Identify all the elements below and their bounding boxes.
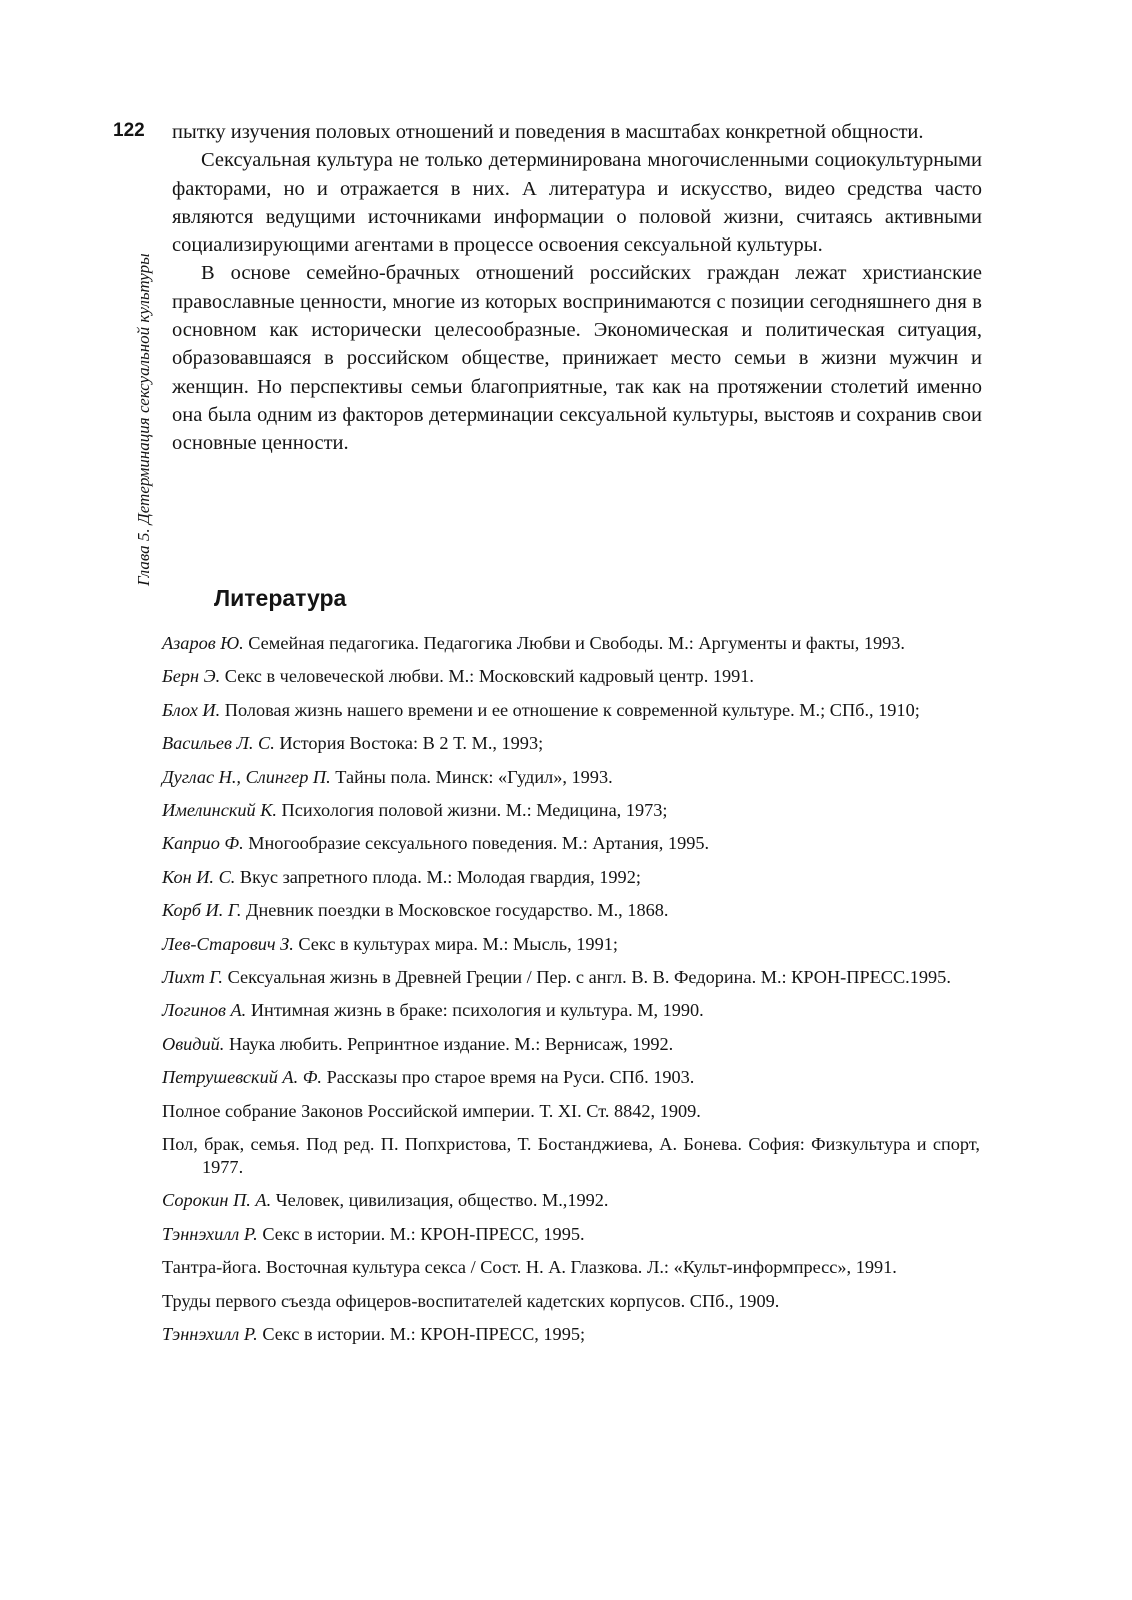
bibliography-item — [162, 933, 980, 956]
paragraph: В основе семейно-брачных отношений российских граждан лежат христианские православные ценности, многие из которых воспринимаются с позиции сегодняшнего дня в основном как исторически целесообразные. Экономическая и политическая ситуация, образовавшаяся в российском обществе, принижает место семьи в жизни мужчин и женщин. Но перспективы семьи благоприятные, так как на протяжении столетий именно она была одним из факторов детерминации сексуальной культуры, выстояв и сохранив свои основные ценности. — [172, 262, 982, 455]
bibliography-text: Секс в человеческой любви. М.: Московский кадровый центр. 1991. — [224, 666, 754, 687]
bibliography-text: Секс в истории. М.: КРОН-ПРЕСС, 1995; — [262, 1324, 586, 1345]
bibliography-item — [162, 832, 980, 855]
bibliography-item — [162, 1100, 980, 1123]
bibliography-text: Рассказы про старое время на Руси. СПб. 1903. — [326, 1067, 695, 1088]
bibliography-author: Берн Э. — [162, 666, 221, 687]
bibliography-author: Тэннэхилл Р. — [162, 1324, 258, 1345]
bibliography-text: Тайны пола. Минск: «Гудил», 1993. — [335, 766, 613, 787]
bibliography-item — [162, 766, 980, 789]
bibliography-text: Секс в истории. М.: КРОН-ПРЕСС, 1995. — [262, 1223, 585, 1244]
page-number: 122 — [113, 120, 145, 141]
bibliography-author: Васильев Л. С. — [162, 733, 275, 754]
bibliography-author: Блох И. — [162, 699, 221, 720]
bibliography-text: Тантра-йога. Восточная культура секса / Сост. Н. А. Глазкова. Л.: «Культ-информпресс», 1991. — [162, 1257, 897, 1278]
body-text — [172, 118, 982, 458]
running-head-text: Глава 5. Детерминация сексуальной культуры — [134, 253, 153, 586]
bibliography-text: Половая жизнь нашего времени и ее отношение к современной культуре. М.; СПб., 1910; — [224, 699, 920, 720]
bibliography-text: Наука любить. Репринтное издание. М.: Вернисаж, 1992. — [228, 1033, 674, 1054]
bibliography-item — [162, 665, 980, 688]
bibliography-author: Овидий. — [162, 1033, 225, 1054]
bibliography-author: Азаров Ю. — [162, 633, 244, 653]
bibliography-item — [162, 732, 980, 755]
bibliography-author: Имелинский К. — [162, 800, 277, 821]
bibliography-text: Полное собрание Законов Российской империи. Т. XI. Ст. 8842, 1909. — [162, 1100, 701, 1121]
bibliography-item — [162, 999, 980, 1022]
bibliography-text: Человек, цивилизация, общество. М.,1992. — [275, 1190, 609, 1211]
bibliography-item — [162, 1066, 980, 1089]
bibliography-item — [162, 1256, 980, 1279]
bibliography-author: Сорокин П. А. — [162, 1190, 272, 1211]
bibliography-author: Лихт Г. — [162, 967, 224, 988]
bibliography-item — [162, 1223, 980, 1246]
bibliography-item — [162, 1290, 980, 1313]
bibliography-text: Дневник поездки в Московское государство. М., 1868. — [246, 900, 669, 921]
bibliography-text: Пол, брак, семья. Под ред. П. Попхристова, Т. Бостанджиева, А. Бонева. София: Физкультура и спорт, 1977. — [162, 1134, 980, 1177]
bibliography-author: Тэннэхилл Р. — [162, 1223, 258, 1244]
bibliography-author: Кон И. С. — [162, 866, 236, 887]
bibliography-text: Сексуальная жизнь в Древней Греции / Пер. с англ. В. В. Федорина. М.: КРОН-ПРЕСС.1995. — [227, 967, 951, 988]
bibliography-item — [162, 1323, 980, 1346]
paragraph: Сексуальная культура не только детерминирована многочисленными социокультурными факторами, но и отражается в них. А литература и искусство, видео средства часто являются ведущими источниками информации о половой жизни, считаясь активными социализирующими агентами в процессе освоения сексуальной культуры. — [172, 149, 982, 257]
bibliography-item — [162, 799, 980, 822]
section-heading: Литература — [214, 585, 347, 611]
bibliography-author: Корб И. Г. — [162, 900, 242, 921]
bibliography-text: История Востока: В 2 Т. М., 1993; — [279, 733, 544, 754]
bibliography-text: Психология половой жизни. М.: Медицина, 1973; — [281, 800, 668, 821]
bibliography-item — [162, 1033, 980, 1056]
bibliography-item — [162, 899, 980, 922]
bibliography-text: Интимная жизнь в браке: психология и культура. М, 1990. — [250, 1000, 704, 1021]
bibliography-text: Вкус запретного плода. М.: Молодая гвардия, 1992; — [239, 866, 641, 887]
bibliography-author: Лев-Старович З. — [162, 933, 294, 954]
bibliography-author: Дуглас Н., Слингер П. — [162, 766, 331, 787]
bibliography-item — [162, 632, 980, 655]
bibliography-item — [162, 699, 980, 722]
bibliography-author: Каприо Ф. — [162, 833, 244, 854]
bibliography-text: Секс в культурах мира. М.: Мысль, 1991; — [298, 933, 618, 954]
bibliography-author: Логинов А. — [162, 1000, 247, 1021]
bibliography-item — [162, 1189, 980, 1212]
bibliography-list — [162, 632, 980, 1356]
bibliography-text: Труды первого съезда офицеров-воспитателей кадетских корпусов. СПб., 1909. — [162, 1290, 780, 1311]
bibliography-item — [162, 866, 980, 889]
bibliography-item — [162, 966, 980, 989]
bibliography-text: Многообразие сексуального поведения. М.: Артания, 1995. — [248, 833, 710, 854]
bibliography-item — [162, 1133, 980, 1179]
bibliography-author: Петрушевский А. Ф. — [162, 1067, 322, 1088]
paragraph: пытку изучения половых отношений и поведения в масштабах конкретной общности. — [172, 121, 924, 143]
bibliography-text: Семейная педагогика. Педагогика Любви и Свободы. М.: Аргументы и факты, 1993. — [248, 633, 905, 653]
